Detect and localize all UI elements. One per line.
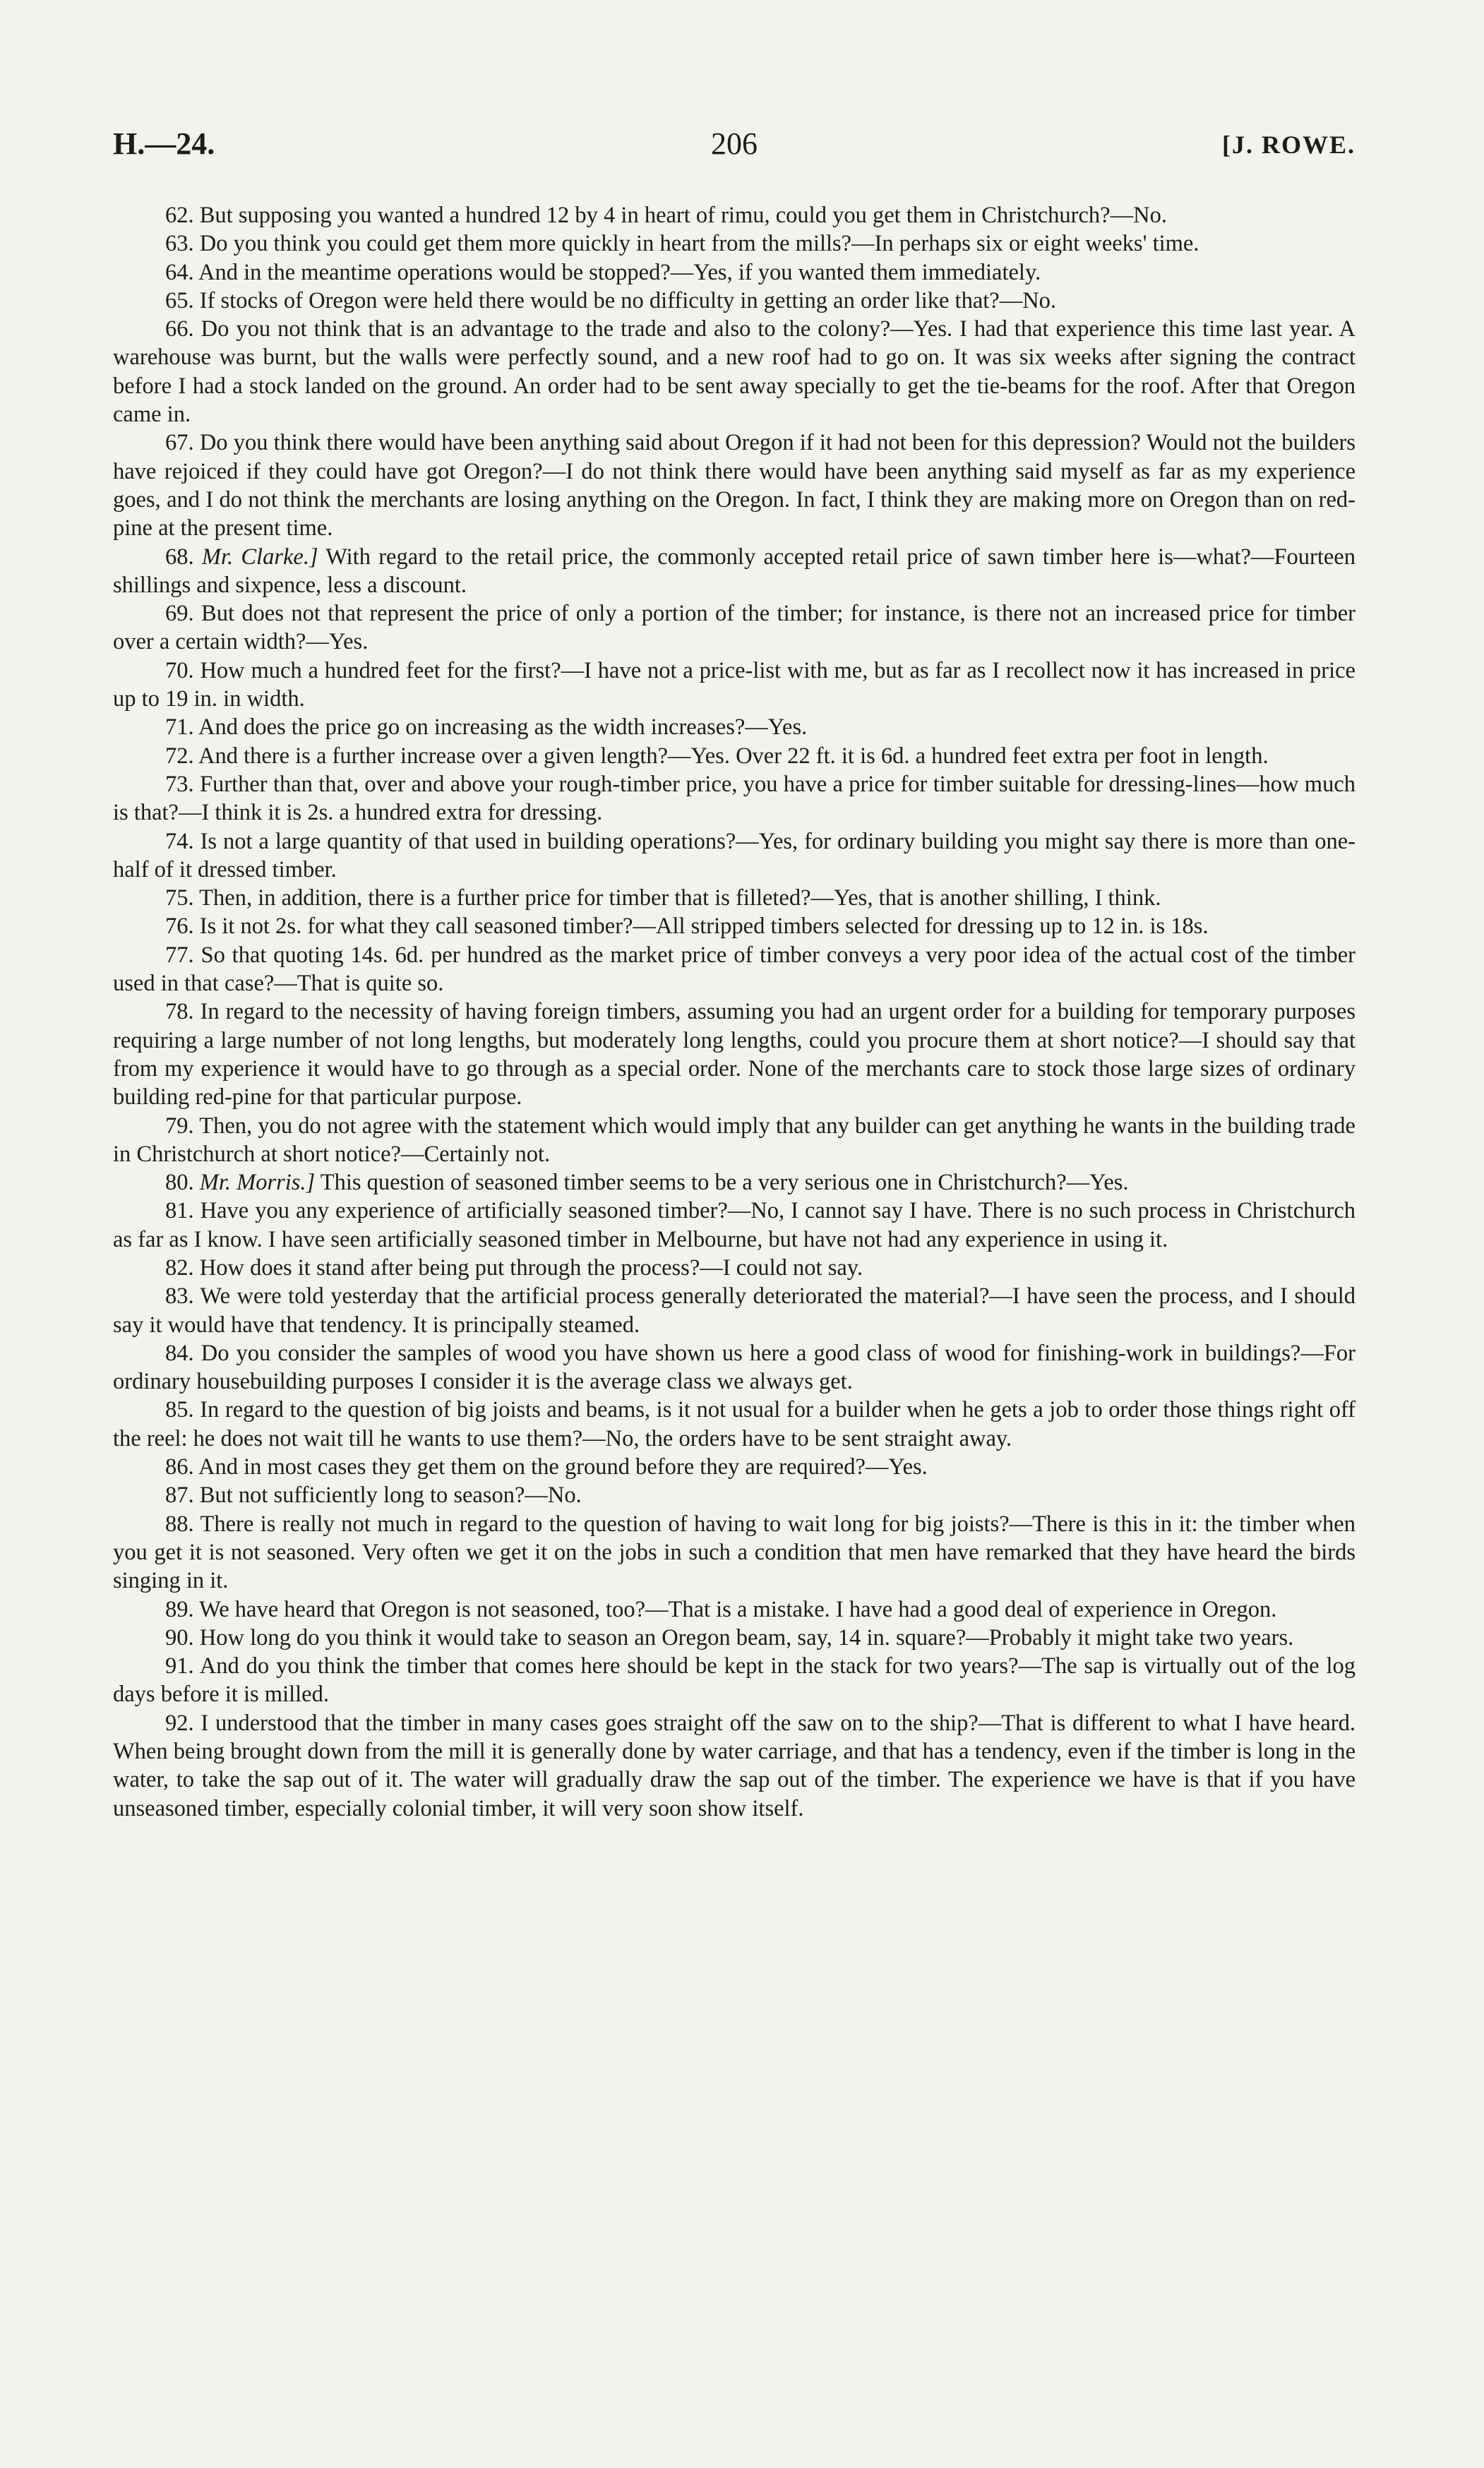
question-text: And does the price go on increasing as the width increases?—Yes. (198, 714, 808, 741)
question-paragraph (113, 742, 1356, 770)
question-paragraph (113, 827, 1356, 885)
question-paragraph (113, 1112, 1356, 1169)
question-paragraph (113, 1282, 1356, 1339)
question-paragraph (113, 1396, 1356, 1453)
question-number: 85. (165, 1397, 194, 1423)
report-reference: H.—24. (113, 126, 215, 161)
question-number: 67. (165, 430, 194, 456)
question-number: 71. (165, 714, 194, 741)
question-text: How much a hundred feet for the first?—I have not a price-list with me, but as far as I recollect now it has increased in price up to 19 in. in width. (113, 657, 1356, 712)
question-text: And do you think the timber that comes here should be kept in the stack for two years?—The sap is virtually out of the log days before it is milled. (113, 1653, 1356, 1708)
question-number: 74. (165, 828, 194, 854)
question-text: Is it not 2s. for what they call seasoned timber?—All stripped timbers selected for dressing up to 12 in. is 18s. (199, 913, 1209, 940)
question-text: There is really not much in regard to the question of having to wait long for big joists?—There is this in it: the timber when you get it is not seasoned. Very often we get it on the jobs in such a condition that men have remarked that they have heard the birds singing in it. (113, 1511, 1356, 1594)
question-number: 82. (165, 1254, 194, 1281)
question-number: 76. (165, 913, 194, 940)
question-number: 66. (165, 316, 194, 342)
question-text: But not sufficiently long to season?—No. (199, 1482, 582, 1509)
question-paragraph (113, 258, 1356, 287)
question-text: Further than that, over and above your rough-timber price, you have a price for timber suitable for dressing-lines—how much is that?—I think it is 2s. a hundred extra for dressing. (113, 771, 1356, 826)
question-paragraph (113, 287, 1356, 315)
question-paragraph (113, 1481, 1356, 1509)
question-paragraph (113, 1339, 1356, 1396)
question-number: 72. (165, 743, 194, 769)
question-text: And in most cases they get them on the ground before they are required?—Yes. (198, 1454, 928, 1480)
question-number: 68. (165, 544, 194, 570)
question-paragraph (113, 1595, 1356, 1624)
page-number: 206 (711, 126, 758, 161)
question-paragraph (113, 998, 1356, 1111)
question-number: 65. (165, 287, 194, 313)
question-text: Then, you do not agree with the statement which would imply that any builder can get anything he wants in the building trade in Christchurch at short notice?—Certainly not. (113, 1113, 1356, 1167)
question-text: In regard to the necessity of having foreign timbers, assuming you had an urgent order for a building for temporary purposes requiring a large number of not long lengths, but moderately long lengths, could you procure them at short notice?—I should say that from my experience it would have to go through as a special order. None of the merchants care to stock those large sizes of ordinary building red-pine for that particular purpose. (113, 999, 1356, 1110)
question-text: We have heard that Oregon is not seasoned, too?—That is a mistake. I have had a good deal of experience in Oregon. (199, 1596, 1277, 1622)
question-paragraph (113, 1624, 1356, 1652)
question-text: But does not that represent the price of only a portion of the timber; for instance, is there not an increased price for timber over a certain width?—Yes. (113, 601, 1356, 655)
question-paragraph (113, 1510, 1356, 1595)
question-number: 88. (165, 1511, 194, 1537)
question-paragraph (113, 1709, 1356, 1823)
question-text: Do you think there would have been anything said about Oregon if it had not been for this depression? Would not the builders have rejoiced if they could have got Oregon?—I do not think there would have been anything said myself as far as my experience goes, and I do not think the merchants are losing anything on the Oregon. In fact, I think they are making more on Oregon than on red-pine at the present time. (113, 430, 1356, 541)
question-paragraph (113, 1197, 1356, 1254)
question-text: How long do you think it would take to season an Oregon beam, say, 14 in. square?—Probably it might take two years. (199, 1624, 1294, 1651)
question-number: 69. (165, 601, 194, 627)
question-paragraph (113, 429, 1356, 542)
question-number: 87. (165, 1482, 194, 1509)
question-number: 63. (165, 231, 194, 257)
question-number: 73. (165, 771, 194, 797)
question-text: But supposing you wanted a hundred 12 by 4 in heart of rimu, could you get them in Christchurch?—No. (199, 203, 1167, 228)
question-text: Do you consider the samples of wood you have shown us here a good class of wood for finishing-work in buildings?—For ordinary housebuilding purposes I consider it is the average class we always get. (113, 1340, 1356, 1395)
question-text: If stocks of Oregon were held there would be no difficulty in getting an order like that?—No. (199, 287, 1057, 313)
question-number: 91. (165, 1653, 194, 1679)
question-number: 90. (165, 1624, 194, 1651)
question-text: Do you think you could get them more quickly in heart from the mills?—In perhaps six or eight weeks' time. (199, 231, 1199, 257)
question-number: 89. (165, 1596, 194, 1622)
question-number: 86. (165, 1454, 194, 1480)
question-paragraph (113, 912, 1356, 940)
question-paragraph (113, 1453, 1356, 1481)
question-text: How does it stand after being put through the process?—I could not say. (199, 1254, 863, 1281)
speaker-name: Mr. Morris.] (199, 1170, 316, 1196)
question-text: Then, in addition, there is a further price for timber that is filleted?—Yes, that is another shilling, I think. (199, 885, 1161, 911)
question-number: 77. (165, 942, 194, 968)
question-text: We were told yesterday that the artificial process generally deteriorated the material?—I have seen the process, and I should say it would have that tendency. It is principally steamed. (113, 1283, 1356, 1338)
question-text: In regard to the question of big joists and beams, is it not usual for a builder when he gets a job to order those things right off the reel: he does not wait till he wants to use them?—No, the orders have to be sent straight away. (113, 1397, 1356, 1451)
question-paragraph (113, 770, 1356, 827)
question-number: 64. (165, 259, 194, 285)
question-text: This question of seasoned timber seems to be a very serious one in Christchurch?—Yes. (320, 1170, 1129, 1196)
witness-name: [J. ROWE. (1222, 131, 1356, 159)
question-text: And in the meantime operations would be stopped?—Yes, if you wanted them immediately. (198, 259, 1041, 285)
question-number: 80. (165, 1170, 194, 1196)
evidence-text (113, 201, 1356, 1823)
page-header (113, 126, 1356, 175)
question-paragraph (113, 201, 1356, 229)
question-paragraph (113, 315, 1356, 429)
question-text: I understood that the timber in many cases goes straight off the saw on to the ship?—That is different to what I have heard. When being brought down from the mill it is generally done by water carriage, and that has a tendency, even if the timber is long in the water, to take the sap out of it. The water will gradually draw the sap out of the timber. The experience we have is that if you have unseasoned timber, especially colonial timber, it will very soon show itself. (113, 1710, 1356, 1821)
question-number: 81. (165, 1198, 194, 1224)
question-number: 92. (165, 1710, 194, 1736)
question-paragraph (113, 941, 1356, 998)
question-paragraph (113, 1652, 1356, 1709)
question-paragraph (113, 1254, 1356, 1282)
question-number: 78. (165, 999, 194, 1025)
question-number: 70. (165, 657, 194, 683)
question-text: And there is a further increase over a given length?—Yes. Over 22 ft. it is 6d. a hundred feet extra per foot in length. (198, 743, 1269, 769)
question-text: Have you any experience of artificially seasoned timber?—No, I cannot say I have. There is no such process in Christchurch as far as I know. I have seen artificially seasoned timber in Melbourne, but have not had any experience in using it. (113, 1198, 1356, 1252)
question-paragraph (113, 884, 1356, 912)
speaker-name: Mr. Clarke.] (201, 544, 318, 570)
question-text: Is not a large quantity of that used in building operations?—Yes, for ordinary building you might say there is more than one-half of it dressed timber. (113, 828, 1356, 882)
question-paragraph (113, 599, 1356, 657)
question-paragraph (113, 229, 1356, 258)
question-text: With regard to the retail price, the commonly accepted retail price of sawn timber here is—what?—Fourteen shillings and sixpence, less a discount. (113, 544, 1356, 598)
question-number: 84. (165, 1340, 194, 1366)
question-number: 62. (165, 203, 194, 228)
question-number: 83. (165, 1283, 194, 1310)
question-text: So that quoting 14s. 6d. per hundred as the market price of timber conveys a very poor idea of the actual cost of the timber used in that case?—That is quite so. (113, 942, 1356, 997)
question-paragraph (113, 543, 1356, 600)
question-paragraph (113, 1168, 1356, 1197)
question-text: Do you not think that is an advantage to the trade and also to the colony?—Yes. I had that experience this time last year. A warehouse was burnt, but the walls were perfectly sound, and a new roof had to go on. It was six weeks after signing the contract before I had a stock landed on the ground. An order had to be sent away specially to get the tie-beams for the roof. After that Oregon came in. (113, 316, 1356, 428)
question-number: 79. (165, 1113, 194, 1139)
question-paragraph (113, 713, 1356, 741)
question-number: 75. (165, 885, 194, 911)
question-paragraph (113, 657, 1356, 714)
